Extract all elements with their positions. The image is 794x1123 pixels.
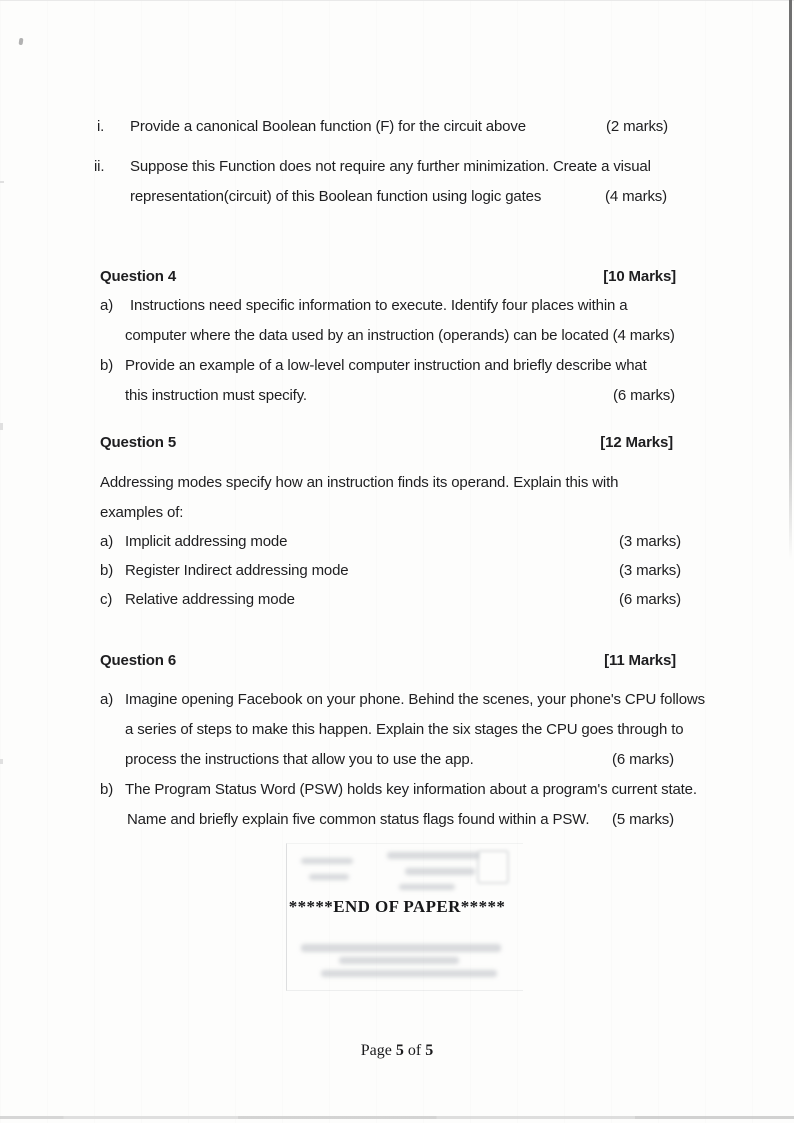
question4-header [0,267,794,287]
question4-b-line2 [0,386,794,406]
question6-a-label: a) [100,691,114,708]
question5-c-marks: (6 marks) [619,591,681,608]
subquestion-ii-text-line2: representation(circuit) of this Boolean function using logic gates [130,188,542,205]
stamp-smudge [339,957,459,964]
question6-a-text-line1: Imagine opening Facebook on your phone. Behind the scenes, your phone's CPU follows [125,691,705,708]
stamp-smudge [309,874,349,880]
question5-total-marks: [12 Marks] [600,434,673,451]
stamp-smudge [387,852,479,859]
question6-a-line2 [0,720,794,740]
subquestion-ii-marks: (4 marks) [605,188,667,205]
question6-b-line1 [0,780,794,800]
stamp-smudge [301,944,501,952]
question6-a-marks: (6 marks) [612,751,674,768]
stamp-smudge [399,884,455,890]
question6-total-marks: [11 Marks] [604,652,676,669]
scan-left-tick [0,423,3,430]
question4-a-line2 [0,326,794,346]
question4-b-text-line2: this instruction must specify. [125,387,307,404]
question6-b-text-line1: The Program Status Word (PSW) holds key information about a program's current state. [125,781,697,798]
subquestion-ii-line2 [0,187,794,207]
question6-b-marks: (5 marks) [612,811,674,828]
question5-c-text: Relative addressing mode [125,591,295,608]
faded-stamp-region [286,843,523,991]
question5-intro-text-line2: examples of: [100,504,184,521]
question5-a-marks: (3 marks) [619,533,681,550]
footer-separator: of [403,1042,426,1059]
stamp-smudge [301,858,353,864]
subquestion-i-numeral: i. [97,118,105,135]
scan-left-tick [0,181,4,183]
subquestion-i-text: Provide a canonical Boolean function (F) for the circuit above [130,118,526,135]
scan-bottom-edge-band [0,1116,794,1119]
question6-title: Question 6 [100,652,177,669]
scan-speck [19,38,24,45]
question5-a-label: a) [100,533,114,550]
question4-b-label: b) [100,357,114,374]
question5-b-text: Register Indirect addressing mode [125,562,349,579]
question5-b-marks: (3 marks) [619,562,681,579]
scan-top-edge [0,0,794,1]
question4-a-line1 [0,296,794,316]
question6-b-label: b) [100,781,114,798]
question5-b-label: b) [100,562,114,579]
question5-title: Question 5 [100,434,177,451]
question5-item-c [0,590,794,610]
footer-prefix: Page [360,1042,396,1059]
question4-a-label: a) [100,297,114,314]
question6-header [0,651,794,671]
question4-b-line1 [0,356,794,376]
subquestion-i [0,117,794,137]
question4-title: Question 4 [100,268,177,285]
stamp-logo-box [477,850,509,884]
question6-a-line3 [0,750,794,770]
question6-a-text-line3: process the instructions that allow you to use the app. [125,751,474,768]
question5-intro-line2 [0,503,794,523]
question6-b-line2 [0,810,794,830]
subquestion-ii-line1 [0,157,794,177]
question5-item-a [0,532,794,552]
question4-a-text-line2: computer where the data used by an instruction (operands) can be located (4 marks) [125,327,675,344]
question4-total-marks: [10 Marks] [603,268,676,285]
end-of-paper-text: *****END OF PAPER***** [288,897,506,916]
question4-b-marks: (6 marks) [613,387,675,404]
stamp-smudge [405,868,475,875]
page-footer [0,1042,794,1060]
subquestion-ii-numeral: ii. [94,158,105,175]
question4-b-text-line1: Provide an example of a low-level computer instruction and briefly describe what [125,357,647,374]
question6-b-text-line2: Name and briefly explain five common status flags found within a PSW. [127,811,590,828]
stamp-smudge [321,970,497,977]
question5-header [0,433,794,453]
footer-total-pages: 5 [425,1042,434,1059]
footer-page-number: 5 [395,1042,404,1059]
question5-intro-text-line1: Addressing modes specify how an instruction finds its operand. Explain this with [100,474,619,491]
question4-a-text-line1: Instructions need specific information to execute. Identify four places within a [130,297,628,314]
question6-a-line1 [0,690,794,710]
question5-a-text: Implicit addressing mode [125,533,288,550]
question5-c-label: c) [100,591,113,608]
question5-item-b [0,561,794,581]
subquestion-ii-text-line1: Suppose this Function does not require any further minimization. Create a visual [130,158,651,175]
subquestion-i-marks: (2 marks) [606,118,668,135]
question5-intro-line1 [0,473,794,493]
question6-a-text-line2: a series of steps to make this happen. Explain the six stages the CPU goes through to [125,721,684,738]
